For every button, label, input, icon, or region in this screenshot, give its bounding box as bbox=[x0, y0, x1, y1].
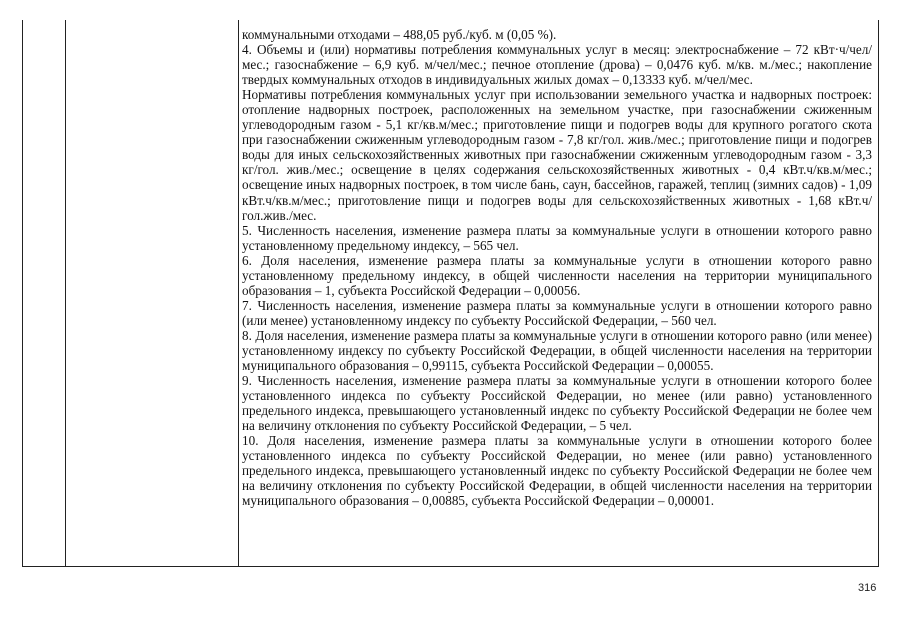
document-table bbox=[22, 20, 879, 567]
paragraph-2: Нормативы потребления коммунальных услуг при использовании земельного участка и надворных построек: отопление надворных построек, расположенных на земельном участке, при газоснабжении сжиженным углеводородным газом - 5,1 кг/кв.м/мес.; приготовление пищи и подогрев воды для крупного рогатого скота при газоснабжении сжиженным углеводородным газом - 7,8 кг/гол. жив./мес.; приготовление пищи и подогрев воды для иных сельскохозяйственных животных при газоснабжении сжиженным углеводородным газом - 3,3 кг/гол. жив./мес.; освещение в целях содержания сельскохозяйственных животных - 0,4 кВт.ч/кв.м/мес.; освещение иных надворных построек, в том числе бань, саун, бассейнов, гаражей, теплиц (зимних садов) - 1,09 кВт.ч/кв.м/мес.; приготовление пищи и подогрев воды для сельскохозяйственных животных - 1,68 кВт.ч/гол.жив./мес. bbox=[242, 87, 872, 223]
paragraph-4: 6. Доля населения, изменение размера платы за коммунальные услуги в отношении которого равно установленному предельному индексу, в общей численности населения на территории муниципального образования – 1, субъекта Российской Федерации – 0,00056. bbox=[242, 252, 872, 298]
column-divider-1 bbox=[65, 20, 66, 566]
paragraph-1: 4. Объемы и (или) нормативы потребления коммунальных услуг в месяц: электроснабжение – 72 кВт·ч/чел/мес.; газоснабжение – 6,9 куб. м/чел/мес.; печное отопление (дрова) – 0,0476 куб. м/кв. м./мес.; накопление твердых коммунальных отходов в индивидуальных жилых домах – 0,13333 куб. м/чел/мес. bbox=[242, 42, 872, 88]
paragraph-6: 8. Доля населения, изменение размера платы за коммунальные услуги в отношении которого равно (или менее) установленному индексу по субъекту Российской Федерации, в общей численности населения на территории муниципального образования – 0,99115, субъекта Российской Федерации – 0,00055. bbox=[242, 327, 872, 374]
paragraph-0: коммунальными отходами – 488,05 руб./куб. м (0,05 %). bbox=[242, 27, 557, 42]
paragraph-7: 9. Численность населения, изменение размера платы за коммунальные услуги в отношении которого более установленного индекса по субъекту Российской Федерации, но менее (или равно) установленного предельного индекса, превышающего установленный индекс по субъекту Российской Федерации не более чем на величину отклонения по субъекту Российской Федерации, – 5 чел. bbox=[242, 373, 872, 434]
paragraph-5: 7. Численность населения, изменение размера платы за коммунальные услуги в отношении которого равно (или менее) установленному индексу по субъекту Российской Федерации, – 560 чел. bbox=[242, 297, 872, 328]
paragraph-3: 5. Численность населения, изменение размера платы за коммунальные услуги в отношении которого равно установленному предельному индексу, – 565 чел. bbox=[242, 222, 872, 253]
column-divider-2 bbox=[238, 20, 239, 566]
text-cell bbox=[242, 27, 872, 509]
page-number: 316 bbox=[858, 582, 877, 594]
paragraph-8: 10. Доля населения, изменение размера платы за коммунальные услуги в отношении которого более установленного индекса по субъекту Российской Федерации, но менее (или равно) установленного предельного индекса, превышающего установленный индекс по субъекту Российской Федерации не более чем на величину отклонения по субъекту Российской Федерации, в общей численности населения на территории муниципального образования – 0,00885, субъекта Российской Федерации – 0,00001. bbox=[242, 433, 872, 509]
